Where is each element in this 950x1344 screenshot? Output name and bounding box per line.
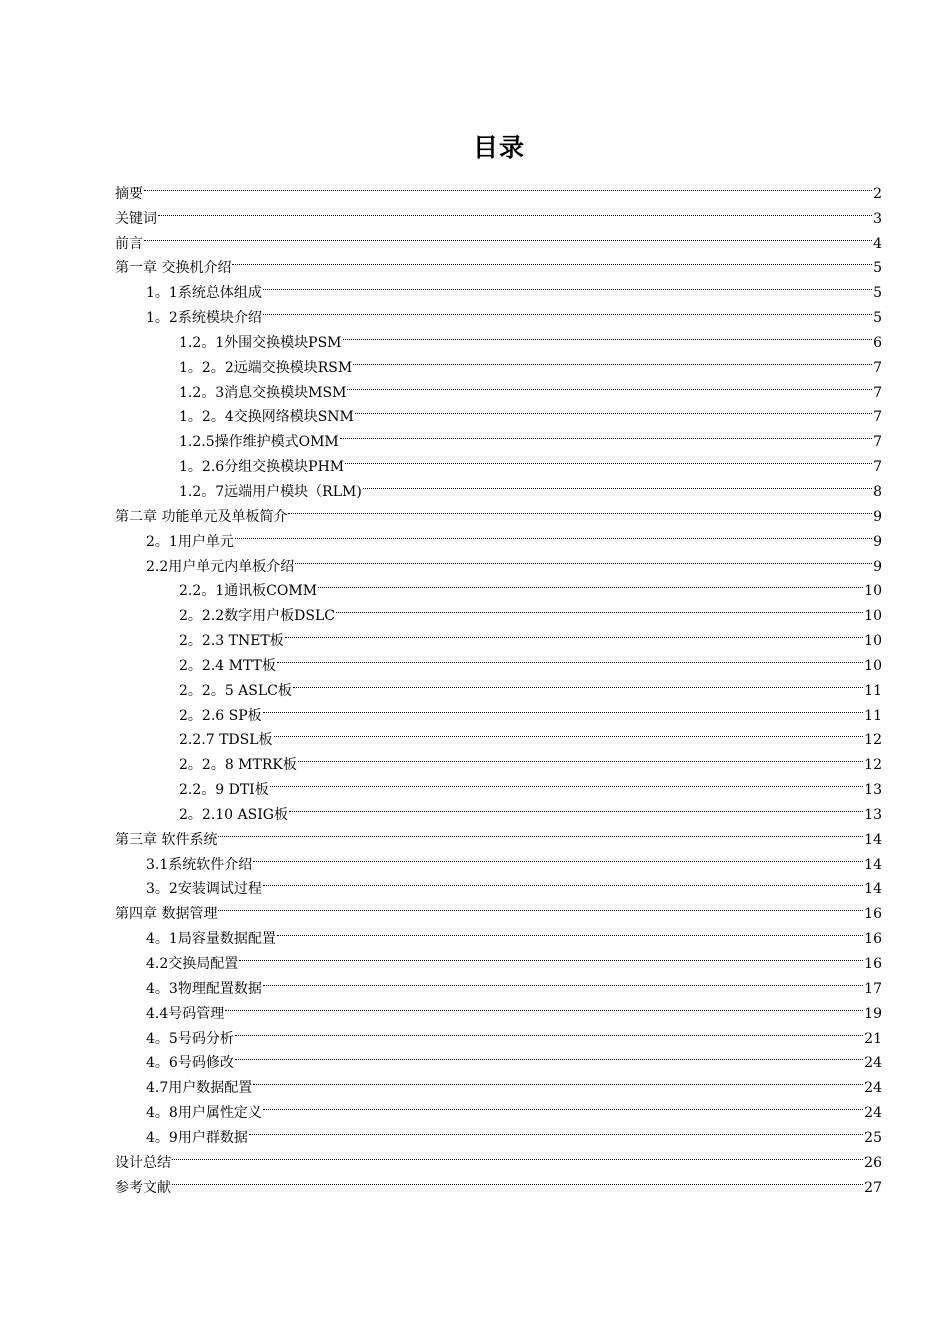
toc-page-number: 14: [864, 856, 882, 873]
toc-entry-text: 前言: [115, 235, 143, 252]
toc-page-number: 16: [864, 906, 882, 923]
dot-leader: [225, 993, 863, 1018]
dot-leader: [172, 1142, 863, 1167]
toc-page-number: 13: [864, 782, 882, 799]
toc-entry-text: 4.4号码管理: [146, 1005, 225, 1022]
toc-entry[interactable]: [115, 198, 882, 227]
dot-leader: [288, 496, 872, 521]
toc-entry-text: 2.2.7 TDSL板: [179, 732, 273, 749]
toc-entry-text: 1.2。1外围交换模块PSM: [179, 334, 342, 351]
dot-leader: [263, 695, 864, 720]
toc-entry[interactable]: [115, 993, 882, 1022]
dot-leader: [277, 645, 863, 670]
toc-page-number: 6: [873, 334, 882, 351]
dot-leader: [172, 1167, 863, 1192]
dot-leader: [274, 720, 864, 745]
dot-leader: [235, 1018, 863, 1043]
dot-leader: [263, 968, 863, 993]
toc-page-number: 5: [873, 285, 882, 302]
dot-leader: [158, 198, 872, 223]
toc-page-number: 12: [864, 757, 882, 774]
dot-leader: [263, 869, 863, 894]
toc-page-number: 9: [873, 533, 882, 550]
dot-leader: [218, 893, 863, 918]
toc-entry-text: 1。2.6分组交换模块PHM: [179, 459, 345, 476]
toc-page-number: 9: [873, 508, 882, 525]
toc-entry-text: 2。2.6 SP板: [179, 707, 262, 724]
toc-page-number: 14: [864, 881, 882, 898]
toc-page-number: 7: [873, 434, 882, 451]
toc-entry[interactable]: [115, 173, 882, 202]
dot-leader: [347, 372, 872, 397]
toc-entry-text: 第四章 数据管理: [115, 906, 218, 923]
toc-entry-text: 1.2。3消息交换模块MSM: [179, 384, 347, 401]
toc-title: 目录: [472, 133, 525, 162]
toc-entry-text: 1.2.5操作维护模式OMM: [179, 434, 339, 451]
dot-leader: [318, 571, 863, 596]
toc-entry-text: 1.2。7远端用户模块（RLM): [179, 483, 362, 500]
toc-page-number: 17: [864, 980, 882, 997]
toc-entry-text: 1。1系统总体组成: [146, 285, 262, 302]
dot-leader: [263, 272, 872, 297]
dot-leader: [218, 819, 863, 844]
dot-leader: [295, 546, 872, 571]
toc-page-number: 3: [873, 210, 882, 227]
toc-page-number: 7: [873, 409, 882, 426]
toc-entry-text: 第二章 功能单元及单板简介: [115, 508, 288, 525]
dot-leader: [293, 670, 863, 695]
toc-page-number: 26: [864, 1154, 882, 1171]
dot-leader: [353, 347, 872, 372]
dot-leader: [355, 397, 872, 422]
toc-entry[interactable]: [115, 844, 882, 873]
toc-page-number: 4: [873, 235, 882, 252]
toc-page-number: 14: [864, 831, 882, 848]
toc-entry-text: 2。2。8 MTRK板: [179, 757, 297, 774]
toc-page-number: 7: [873, 359, 882, 376]
toc-entry-text: 2.2用户单元内单板介绍: [146, 558, 295, 575]
dot-leader: [363, 471, 872, 496]
toc-page-number: 11: [864, 707, 882, 724]
toc-page-number: 24: [864, 1080, 882, 1097]
toc-entry-text: 4。8用户属性定义: [146, 1105, 262, 1122]
toc-page-number: 19: [864, 1005, 882, 1022]
toc-entry-text: 2。1用户单元: [146, 533, 234, 550]
dot-leader: [285, 620, 863, 645]
dot-leader: [263, 1092, 863, 1117]
dot-leader: [232, 248, 872, 273]
toc-entry[interactable]: [115, 1167, 882, 1196]
toc-entry-text: 1。2。2远端交换模块RSM: [179, 359, 353, 376]
toc-page-number: 13: [864, 806, 882, 823]
toc-page-number: 12: [864, 732, 882, 749]
toc-page-number: 8: [873, 483, 882, 500]
dot-leader: [239, 943, 863, 968]
toc-entry[interactable]: [115, 918, 882, 948]
toc-entry-text: 4。6号码修改: [146, 1055, 234, 1072]
toc-entry-text: 2.2。9 DTI板: [179, 782, 269, 799]
toc-page-number: 27: [864, 1179, 882, 1196]
toc-entry-text: 2。2.2数字用户板DSLC: [179, 608, 335, 625]
toc-entry-text: 2。2.3 TNET板: [179, 633, 284, 650]
dot-leader: [249, 1117, 863, 1142]
toc-entry[interactable]: [115, 1018, 882, 1047]
toc-page-number: 10: [864, 633, 882, 650]
dot-leader: [235, 521, 872, 546]
toc-page-number: 24: [864, 1105, 882, 1122]
toc-entry-text: 摘要: [115, 185, 143, 202]
toc-page-number: 21: [864, 1030, 882, 1047]
toc-page-number: 10: [864, 583, 882, 600]
toc-entry[interactable]: [115, 1142, 882, 1171]
toc-entry-text: 3。2安装调试过程: [146, 881, 262, 898]
toc-page-number: 16: [864, 956, 882, 972]
dot-leader: [340, 421, 872, 446]
toc-page-number: 5: [873, 310, 882, 327]
dot-leader: [263, 297, 872, 322]
toc-page-number: 16: [864, 931, 882, 948]
toc-entry-text: 4。1局容量数据配置: [146, 931, 276, 948]
dot-leader: [298, 744, 863, 769]
dot-leader: [343, 322, 873, 347]
toc-page-number: 10: [864, 608, 882, 625]
toc-entry-text: 1。2。4交换网络模块SNM: [179, 409, 354, 426]
toc-entry[interactable]: [115, 223, 882, 252]
toc-page-number: 11: [864, 682, 882, 699]
toc-entry-text: 4。5号码分析: [146, 1030, 234, 1047]
toc-entry-text: 参考文献: [115, 1179, 171, 1196]
toc-entry-text: 4。9用户群数据: [146, 1129, 248, 1146]
dot-leader: [253, 844, 863, 869]
dot-leader: [235, 1043, 863, 1068]
toc-entry[interactable]: [115, 248, 882, 277]
toc-page-number: 9: [873, 558, 882, 575]
dot-leader: [253, 1067, 863, 1092]
toc-entry[interactable]: [115, 893, 882, 923]
toc-entry-text: 2。2。5 ASLC板: [179, 682, 292, 699]
toc-entry[interactable]: [115, 819, 882, 848]
toc-page-number: 5: [873, 260, 882, 277]
toc-page-number: 2: [873, 185, 882, 202]
dot-leader: [336, 595, 863, 620]
table-of-contents: [115, 173, 882, 1196]
toc-entry-text: 关键词: [115, 210, 157, 227]
toc-entry-text: 1。2系统模块介绍: [146, 310, 262, 327]
toc-page-number: 10: [864, 657, 882, 674]
toc-entry-text: 4.2交换局配置: [146, 956, 239, 972]
dot-leader: [289, 794, 863, 819]
dot-leader: [270, 769, 863, 794]
toc-page-number: 7: [873, 384, 882, 401]
toc-entry-text: 第三章 软件系统: [115, 831, 218, 848]
toc-entry-text: 2。2.10 ASIG板: [179, 806, 288, 823]
toc-entry-text: 2.2。1通讯板COMM: [179, 583, 318, 600]
toc-page-number: 25: [864, 1129, 882, 1146]
toc-entry-text: 3.1系统软件介绍: [146, 856, 253, 873]
toc-page-number: 24: [864, 1055, 882, 1072]
dot-leader: [345, 446, 872, 471]
toc-entry-text: 2。2.4 MTT板: [179, 657, 276, 674]
dot-leader: [144, 223, 872, 248]
toc-page-number: 7: [873, 459, 882, 476]
toc-entry-text: 设计总结: [115, 1154, 171, 1171]
dot-leader: [277, 918, 863, 943]
toc-entry-text: 4。3物理配置数据: [146, 980, 262, 997]
dot-leader: [144, 173, 872, 198]
toc-entry-text: 4.7用户数据配置: [146, 1080, 253, 1097]
toc-entry-text: 第一章 交换机介绍: [115, 260, 232, 277]
